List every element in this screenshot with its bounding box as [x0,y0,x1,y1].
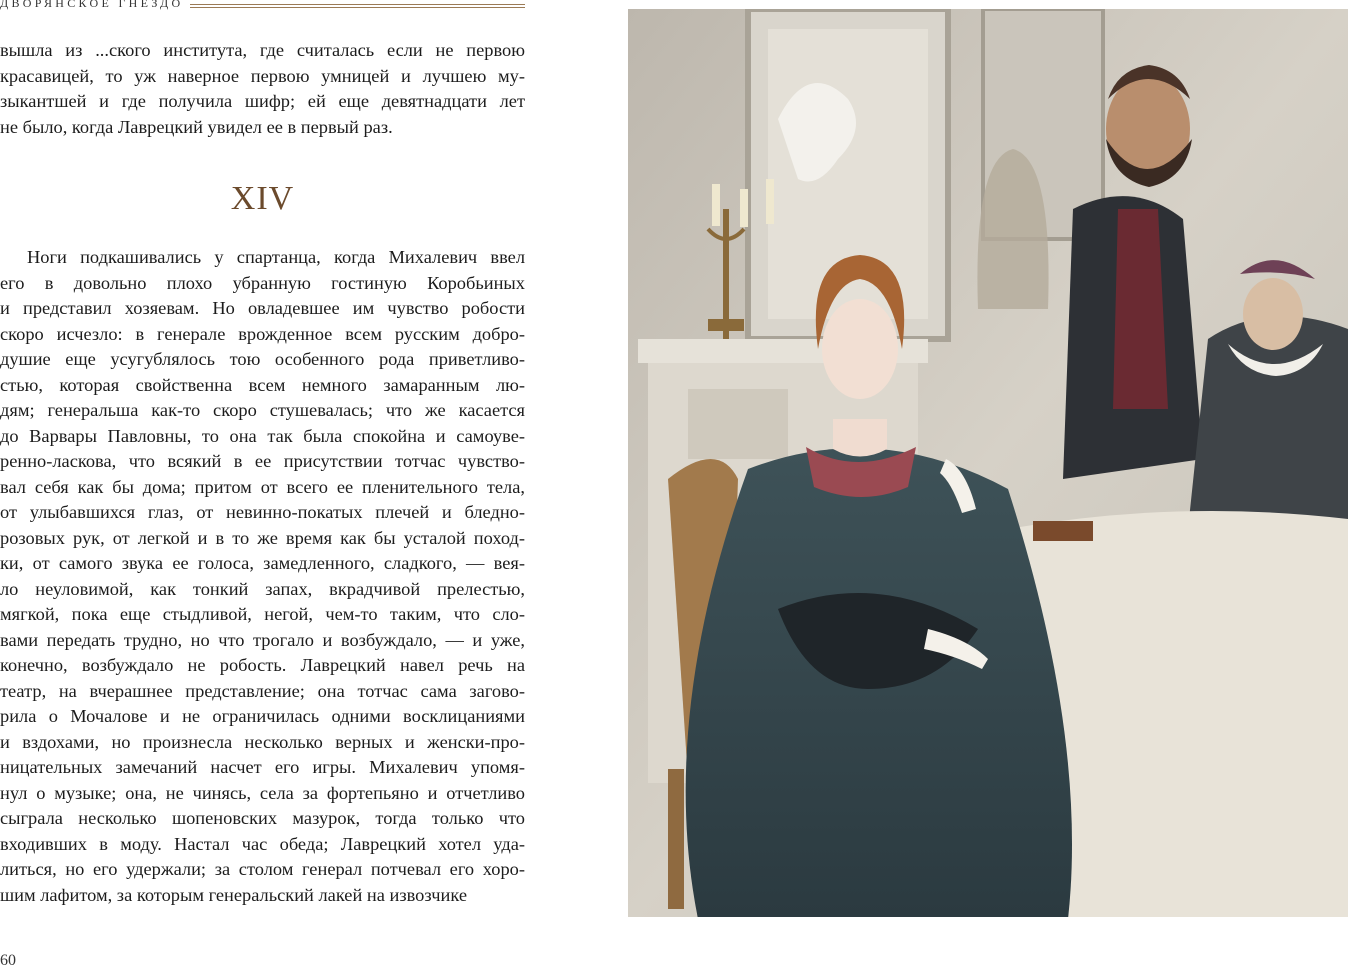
text-line: не было, когда Лаврецкий увидел ее в первый раз. [0,116,393,137]
text-line: душие еще усугублялось тою особенного рода приветливо- [0,349,525,369]
chapter-paragraph [0,245,525,908]
text-line: мягкой, пока еще стыдливой, негой, чем-то таким, что сло- [0,604,525,624]
text-line: скоро исчезло: в генерале врожденное всем русским добро- [0,323,525,344]
header-rule [190,7,525,8]
paragraph-continued [0,38,525,140]
text-line: и представил хозяевам. Но овладевшее им чувство робости [0,298,525,318]
text-line: ки, от самого звука ее голоса, замедленного, сладкого, — вея- [0,553,525,573]
text-line: стью, которая свойственна всем немного замаранным лю- [0,374,525,395]
text-line: сыграла несколько шопеновских мазурок, тогда только что [0,808,525,828]
page-number: 60 [0,952,16,969]
text-line: вышла из ...ского института, где считалась если не первою [0,40,525,60]
text-line: дям; генеральша как-то скоро стушевалась; что же касается [0,400,525,420]
text-line: Ноги подкашивались у спартанца, когда Михалевич ввел [27,247,525,267]
text-line: рила о Мочалове и не ограничилась одними восклицаниями [0,706,525,726]
text-line: конечно, возбуждало не робость. Лаврецкий навел речь на [0,655,525,675]
text-line: розовых рук, от легкой и в то же время как бы усталой поход- [0,527,525,548]
text-line: вами передать трудно, но что трогало и возбуждало, — и уже, [0,629,525,650]
text-line: красавицей, то уж наверное первою умницей и лучшею му- [0,65,525,86]
text-line: литься, но его удержали; за столом генерал потчевал его хоро- [0,859,525,879]
text-line: шим лафитом, за которым генеральский лакей на извозчике [0,884,468,905]
chapter-title: XIV [230,180,295,217]
text-line: театр, на вчерашнее представление; она тотчас сама загово- [0,680,525,701]
header-rule [190,4,525,5]
text-line: нул о музыке; она, не чинясь, села за фортепьяно и отчетливо [0,782,525,803]
text-line: его в довольно плохо убранную гостиную Коробьиных [0,272,525,293]
text-line: и вздохами, но произнесла несколько верных и женски-про- [0,731,525,752]
running-head-title: ДВОРЯНСКОЕ ГНЕЗДО [0,0,184,10]
text-line: от улыбавшихся глаз, от невинно-покатых плечей и бледно- [0,502,525,522]
text-line: ницательных замечаний насчет его игры. Михалевич упомя- [0,757,525,777]
text-line: ло неуловимой, как тонкий запах, вкрадчивой прелестью, [0,578,525,599]
text-line: входивших в моду. Настал час обеда; Лаврецкий хотел уда- [0,833,525,854]
text-line: ренно-ласкова, что всякий в ее присутствии тотчас чувство- [0,451,525,471]
book-illustration [628,9,1348,917]
text-line: до Варвары Павловны, то она так была спокойна и самоуве- [0,425,525,446]
text-line: вал себя как бы дома; притом от всего ее пленительного тела, [0,476,525,497]
text-line: зыкантшей и где получила шифр; ей еще девятнадцати лет [0,91,525,111]
running-header [0,0,525,14]
